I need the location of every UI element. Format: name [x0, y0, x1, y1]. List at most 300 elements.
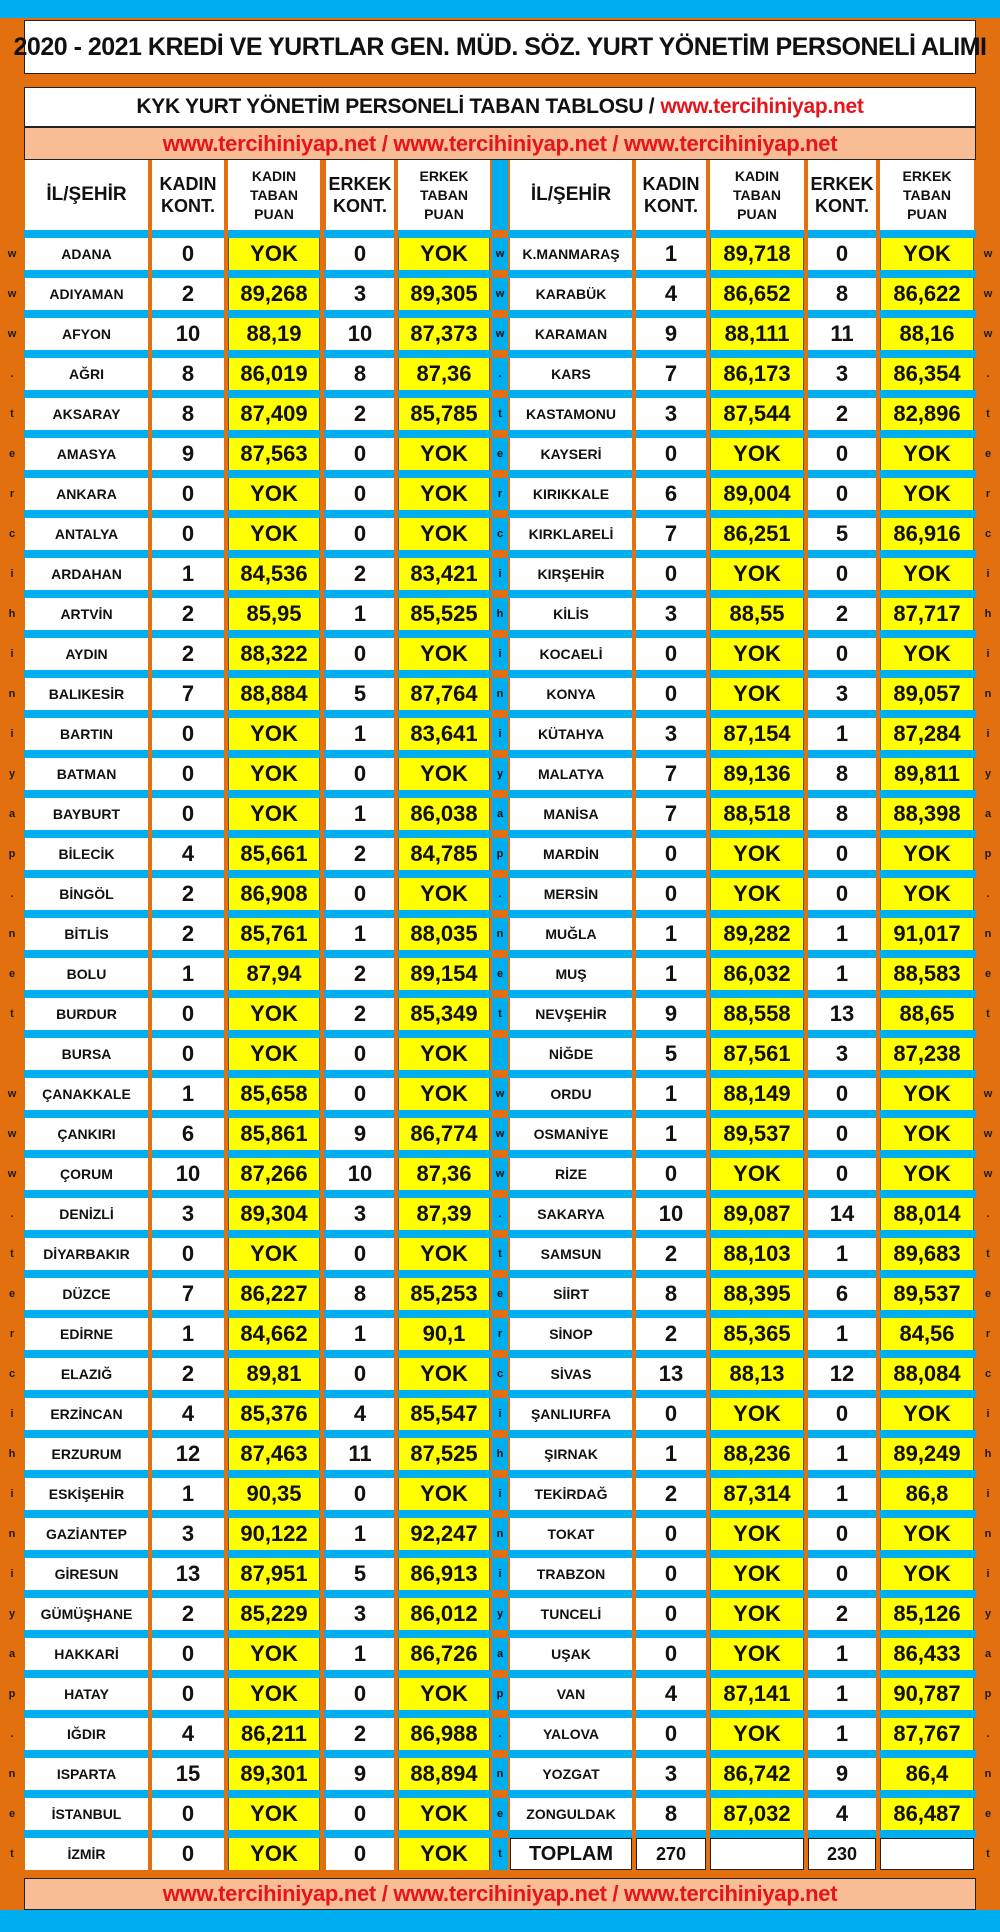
erkek-taban-puan: 90,787 — [880, 1678, 974, 1710]
middle-divider-block — [492, 950, 508, 958]
city-name: DÜZCE — [25, 1278, 148, 1310]
column-divider — [632, 470, 636, 478]
kadin-taban-puan: 86,742 — [710, 1758, 804, 1790]
side-letter-left: w — [7, 248, 17, 260]
erkek-taban-puan: 88,16 — [880, 318, 974, 350]
kadin-taban-puan: 89,136 — [710, 758, 804, 790]
kadin-taban-puan: 88,55 — [710, 598, 804, 630]
header-line: KONT. — [644, 196, 698, 216]
side-letter-left: e — [8, 1808, 16, 1820]
side-letter-left: i — [10, 1568, 14, 1580]
kadin-kontenjan: 0 — [152, 478, 224, 510]
erkek-kontenjan: 0 — [326, 1838, 394, 1870]
kadin-kontenjan: 8 — [152, 398, 224, 430]
kadin-taban-puan: 89,004 — [710, 478, 804, 510]
kadin-taban-puan: 85,658 — [228, 1078, 320, 1110]
column-divider — [876, 1190, 880, 1198]
column-divider — [804, 1630, 808, 1638]
kadin-kontenjan: 2 — [152, 278, 224, 310]
erkek-kontenjan: 0 — [808, 1558, 876, 1590]
column-divider — [876, 1630, 880, 1638]
column-divider — [876, 1750, 880, 1758]
middle-divider-block — [492, 1270, 508, 1278]
column-divider — [706, 1470, 710, 1478]
column-divider — [148, 910, 152, 918]
middle-divider-block — [492, 1550, 508, 1558]
column-divider — [394, 1430, 398, 1438]
column-divider — [706, 1350, 710, 1358]
side-letter-left: t — [10, 1248, 14, 1260]
kadin-taban-puan: 87,154 — [710, 718, 804, 750]
erkek-kontenjan: 1 — [326, 598, 394, 630]
column-divider — [876, 390, 880, 398]
middle-divider-block — [492, 870, 508, 878]
column-divider — [224, 950, 228, 958]
kadin-kontenjan: 3 — [152, 1518, 224, 1550]
side-letter-left: w — [7, 1088, 17, 1100]
erkek-taban-puan: YOK — [880, 878, 974, 910]
city-name: ISPARTA — [25, 1758, 148, 1790]
side-letter-middle: . — [498, 1208, 502, 1220]
column-divider — [224, 1230, 228, 1238]
erkek-kontenjan: 0 — [326, 638, 394, 670]
side-letter-right — [978, 1038, 998, 1070]
side-letter-left: e — [8, 448, 16, 460]
column-divider — [706, 1710, 710, 1718]
column-divider — [224, 990, 228, 998]
kadin-taban-puan: 86,227 — [228, 1278, 320, 1310]
side-letter-right: w — [983, 1128, 993, 1140]
kadin-taban-puan: 85,365 — [710, 1318, 804, 1350]
column-divider — [706, 750, 710, 758]
erkek-kontenjan: 10 — [326, 318, 394, 350]
city-name: ÇANAKKALE — [25, 1078, 148, 1110]
url-banner-bottom[interactable]: www.tercihiniyap.net / www.tercihiniyap.net / www.tercihiniyap.net — [24, 1878, 976, 1910]
city-name: KİLİS — [510, 598, 632, 630]
side-letter-middle: r — [497, 1328, 503, 1340]
side-letter-middle: w — [495, 1088, 505, 1100]
erkek-taban-puan: 84,56 — [880, 1318, 974, 1350]
side-letter-left: r — [9, 1328, 15, 1340]
column-divider — [394, 1550, 398, 1558]
side-letter-right: i — [986, 1408, 990, 1420]
kadin-kontenjan: 15 — [152, 1758, 224, 1790]
column-divider — [320, 830, 324, 838]
column-divider — [632, 990, 636, 998]
kadin-taban-puan: YOK — [228, 1238, 320, 1270]
kadin-taban-puan: 87,032 — [710, 1798, 804, 1830]
side-letter-middle — [492, 1038, 508, 1070]
kadin-kontenjan: 7 — [636, 758, 706, 790]
kadin-kontenjan: 10 — [636, 1198, 706, 1230]
column-divider — [148, 670, 152, 678]
header-line: KADIN — [734, 167, 780, 184]
column-divider — [804, 1590, 808, 1598]
column-divider — [804, 1510, 808, 1518]
column-divider — [224, 1710, 228, 1718]
kadin-taban-puan: 88,395 — [710, 1278, 804, 1310]
column-divider — [148, 230, 152, 238]
column-divider — [804, 630, 808, 638]
erkek-kontenjan: 1 — [326, 1638, 394, 1670]
erkek-kontenjan: 0 — [808, 1158, 876, 1190]
column-divider — [224, 310, 228, 318]
city-name: BATMAN — [25, 758, 148, 790]
side-letter-middle: w — [495, 248, 505, 260]
column-divider — [224, 1150, 228, 1158]
erkek-kontenjan: 0 — [808, 478, 876, 510]
column-divider — [320, 1270, 324, 1278]
column-divider — [804, 470, 808, 478]
city-name: ZONGULDAK — [510, 1798, 632, 1830]
kadin-taban-puan: 86,211 — [228, 1718, 320, 1750]
column-divider — [804, 1190, 808, 1198]
side-letter-middle: r — [497, 488, 503, 500]
column-divider — [320, 1350, 324, 1358]
erkek-kontenjan: 0 — [808, 1078, 876, 1110]
city-name: KIRŞEHİR — [510, 558, 632, 590]
column-divider — [632, 310, 636, 318]
middle-divider-block — [492, 590, 508, 598]
header-city-right: İL/ŞEHİR — [510, 160, 632, 230]
erkek-kontenjan: 0 — [808, 838, 876, 870]
column-divider — [394, 230, 398, 238]
column-divider — [876, 430, 880, 438]
column-divider — [632, 910, 636, 918]
header-line: KONT. — [814, 196, 869, 216]
erkek-taban-puan: YOK — [398, 1038, 490, 1070]
column-divider — [632, 1150, 636, 1158]
kadin-kontenjan: 0 — [152, 1638, 224, 1670]
erkek-taban-puan: 87,373 — [398, 318, 490, 350]
column-divider — [706, 1430, 710, 1438]
erkek-taban-puan: 88,014 — [880, 1198, 974, 1230]
kadin-taban-puan: 88,322 — [228, 638, 320, 670]
column-divider — [224, 1630, 228, 1638]
erkek-kontenjan: 1 — [808, 1318, 876, 1350]
erkek-taban-puan: 87,36 — [398, 1158, 490, 1190]
middle-divider-block — [492, 230, 508, 238]
city-name: KARS — [510, 358, 632, 390]
column-divider — [148, 510, 152, 518]
column-divider — [320, 1430, 324, 1438]
erkek-kontenjan: 8 — [326, 358, 394, 390]
column-divider — [320, 430, 324, 438]
kadin-kontenjan: 0 — [152, 758, 224, 790]
erkek-taban-puan: 89,305 — [398, 278, 490, 310]
side-letter-middle: t — [498, 408, 502, 420]
column-divider — [394, 1310, 398, 1318]
kadin-taban-puan: 88,236 — [710, 1438, 804, 1470]
city-name: AMASYA — [25, 438, 148, 470]
side-letter-middle: i — [498, 568, 502, 580]
column-divider — [320, 1710, 324, 1718]
column-divider — [320, 790, 324, 798]
erkek-taban-puan: YOK — [398, 1798, 490, 1830]
erkek-taban-puan: 88,894 — [398, 1758, 490, 1790]
city-name: MARDİN — [510, 838, 632, 870]
column-divider — [706, 1510, 710, 1518]
column-divider — [706, 1590, 710, 1598]
kadin-kontenjan: 12 — [152, 1438, 224, 1470]
erkek-taban-puan: 86,433 — [880, 1638, 974, 1670]
erkek-taban-puan: YOK — [398, 518, 490, 550]
city-name: YALOVA — [510, 1718, 632, 1750]
kadin-taban-puan: 86,908 — [228, 878, 320, 910]
total-blank — [880, 1838, 974, 1870]
middle-divider-block — [492, 630, 508, 638]
column-divider — [320, 990, 324, 998]
column-divider — [148, 1110, 152, 1118]
erkek-taban-puan: YOK — [398, 1838, 490, 1870]
city-name: TOKAT — [510, 1518, 632, 1550]
total-erkek: 230 — [808, 1838, 876, 1870]
middle-divider-block — [492, 1350, 508, 1358]
column-divider — [148, 830, 152, 838]
kadin-kontenjan: 0 — [152, 1798, 224, 1830]
header-kadin-kont-right — [636, 160, 706, 230]
column-divider — [224, 670, 228, 678]
kadin-taban-puan: YOK — [710, 558, 804, 590]
kadin-kontenjan: 0 — [152, 998, 224, 1030]
column-divider — [148, 1750, 152, 1758]
column-divider — [394, 1590, 398, 1598]
column-divider — [320, 1550, 324, 1558]
column-divider — [148, 1470, 152, 1478]
column-divider — [320, 910, 324, 918]
column-divider — [148, 1390, 152, 1398]
column-divider — [876, 1830, 880, 1838]
column-divider — [320, 160, 324, 1870]
header-line: TABAN — [733, 186, 781, 203]
middle-divider-block — [492, 310, 508, 318]
erkek-kontenjan: 0 — [326, 1358, 394, 1390]
city-name: EDİRNE — [25, 1318, 148, 1350]
kadin-kontenjan: 2 — [152, 1358, 224, 1390]
column-divider — [224, 1830, 228, 1838]
column-divider — [394, 310, 398, 318]
column-divider — [320, 1510, 324, 1518]
column-divider — [706, 310, 710, 318]
kadin-kontenjan: 0 — [636, 558, 706, 590]
erkek-taban-puan: 85,785 — [398, 398, 490, 430]
erkek-kontenjan: 0 — [326, 1478, 394, 1510]
kadin-kontenjan: 1 — [636, 1118, 706, 1150]
kadin-kontenjan: 1 — [636, 1438, 706, 1470]
erkek-taban-puan: YOK — [880, 838, 974, 870]
kadin-taban-puan: 87,314 — [710, 1478, 804, 1510]
column-divider — [804, 1390, 808, 1398]
column-divider — [320, 1390, 324, 1398]
city-name: BAYBURT — [25, 798, 148, 830]
column-divider — [148, 1430, 152, 1438]
column-divider — [148, 1670, 152, 1678]
erkek-taban-puan: 86,622 — [880, 278, 974, 310]
kadin-taban-puan: YOK — [228, 758, 320, 790]
kadin-taban-puan: 90,122 — [228, 1518, 320, 1550]
kadin-taban-puan: 84,536 — [228, 558, 320, 590]
side-letter-middle: i — [498, 1408, 502, 1420]
side-letter-right: y — [984, 1608, 992, 1620]
erkek-taban-puan: YOK — [880, 1158, 974, 1190]
column-divider — [224, 550, 228, 558]
column-divider — [148, 1350, 152, 1358]
middle-divider-block — [492, 1470, 508, 1478]
column-divider — [394, 590, 398, 598]
middle-divider-block — [492, 1750, 508, 1758]
erkek-kontenjan: 3 — [808, 678, 876, 710]
erkek-taban-puan: YOK — [880, 638, 974, 670]
erkek-taban-puan: 86,916 — [880, 518, 974, 550]
kadin-kontenjan: 1 — [636, 958, 706, 990]
erkek-taban-puan: 89,811 — [880, 758, 974, 790]
erkek-taban-puan: 85,349 — [398, 998, 490, 1030]
side-letter-right: c — [984, 1368, 992, 1380]
erkek-taban-puan: 86,8 — [880, 1478, 974, 1510]
city-name: DENİZLİ — [25, 1198, 148, 1230]
kadin-taban-puan: YOK — [710, 1158, 804, 1190]
column-divider — [224, 510, 228, 518]
table-subtitle — [24, 87, 976, 127]
kadin-taban-puan: YOK — [710, 1638, 804, 1670]
side-letter-right: t — [986, 1008, 990, 1020]
subtitle-link[interactable]: www.tercihiniyap.net — [660, 95, 864, 118]
kadin-taban-puan: 86,019 — [228, 358, 320, 390]
column-divider — [320, 1830, 324, 1838]
column-divider — [804, 910, 808, 918]
kadin-kontenjan: 4 — [152, 838, 224, 870]
header-line: TABAN — [420, 186, 468, 203]
erkek-kontenjan: 1 — [326, 1518, 394, 1550]
kadin-taban-puan: 86,251 — [710, 518, 804, 550]
side-letter-right: i — [986, 648, 990, 660]
column-divider — [148, 270, 152, 278]
kadin-taban-puan: 88,111 — [710, 318, 804, 350]
middle-divider-block — [492, 1510, 508, 1518]
kadin-taban-puan: YOK — [710, 1598, 804, 1630]
column-divider — [320, 1230, 324, 1238]
kadin-taban-puan: 86,032 — [710, 958, 804, 990]
column-divider — [394, 990, 398, 998]
city-name: KONYA — [510, 678, 632, 710]
erkek-taban-puan: 87,284 — [880, 718, 974, 750]
column-divider — [876, 950, 880, 958]
kadin-taban-puan: 86,173 — [710, 358, 804, 390]
column-divider — [394, 1510, 398, 1518]
column-divider — [876, 1470, 880, 1478]
side-letter-left: y — [8, 768, 16, 780]
column-divider — [224, 710, 228, 718]
column-divider — [224, 470, 228, 478]
header-line: TABAN — [250, 186, 298, 203]
erkek-kontenjan: 0 — [326, 518, 394, 550]
url-banner-top[interactable]: www.tercihiniyap.net / www.tercihiniyap.net / www.tercihiniyap.net — [24, 127, 976, 160]
header-erkek-kont-left — [326, 160, 394, 230]
side-letter-right: y — [984, 768, 992, 780]
side-letter-right: i — [986, 728, 990, 740]
kadin-kontenjan: 2 — [636, 1318, 706, 1350]
kadin-taban-puan: YOK — [228, 998, 320, 1030]
side-letter-left: i — [10, 568, 14, 580]
column-divider — [706, 1750, 710, 1758]
side-letter-middle: n — [496, 688, 504, 700]
side-letter-middle: c — [496, 528, 504, 540]
kadin-kontenjan: 0 — [636, 678, 706, 710]
column-divider — [394, 830, 398, 838]
middle-divider-block — [492, 1790, 508, 1798]
kadin-taban-puan: YOK — [228, 798, 320, 830]
kadin-kontenjan: 2 — [152, 638, 224, 670]
column-divider — [632, 1350, 636, 1358]
column-divider — [224, 590, 228, 598]
column-divider — [224, 790, 228, 798]
kadin-taban-puan: 88,103 — [710, 1238, 804, 1270]
header-line: KONT. — [332, 196, 387, 216]
column-divider — [148, 310, 152, 318]
column-divider — [876, 1510, 880, 1518]
city-name: ERZURUM — [25, 1438, 148, 1470]
city-name: ŞIRNAK — [510, 1438, 632, 1470]
column-divider — [706, 990, 710, 998]
column-divider — [632, 1310, 636, 1318]
column-divider — [876, 1150, 880, 1158]
column-divider — [804, 1830, 808, 1838]
city-name: TEKİRDAĞ — [510, 1478, 632, 1510]
column-divider — [632, 710, 636, 718]
erkek-kontenjan: 9 — [326, 1758, 394, 1790]
kadin-kontenjan: 8 — [636, 1278, 706, 1310]
erkek-kontenjan: 0 — [808, 1518, 876, 1550]
column-divider — [320, 1590, 324, 1598]
column-divider — [394, 270, 398, 278]
kadin-kontenjan: 3 — [636, 398, 706, 430]
city-name: K.MANMARAŞ — [510, 238, 632, 270]
kadin-taban-puan: 85,661 — [228, 838, 320, 870]
erkek-taban-puan: 89,537 — [880, 1278, 974, 1310]
kadin-taban-puan: YOK — [228, 478, 320, 510]
side-letter-left: p — [8, 1688, 16, 1700]
city-name: MANİSA — [510, 798, 632, 830]
kadin-taban-puan: YOK — [710, 838, 804, 870]
erkek-taban-puan: 86,038 — [398, 798, 490, 830]
column-divider — [394, 1030, 398, 1038]
city-name: BİNGÖL — [25, 878, 148, 910]
column-divider — [394, 1830, 398, 1838]
column-divider — [706, 230, 710, 238]
column-divider — [394, 470, 398, 478]
kadin-kontenjan: 0 — [636, 1718, 706, 1750]
column-divider — [706, 1310, 710, 1318]
column-divider — [632, 870, 636, 878]
side-letter-middle: e — [496, 1288, 504, 1300]
erkek-taban-puan: 87,767 — [880, 1718, 974, 1750]
side-letter-right: r — [985, 488, 991, 500]
erkek-taban-puan: 84,785 — [398, 838, 490, 870]
column-divider — [876, 990, 880, 998]
column-divider — [632, 1470, 636, 1478]
column-divider — [706, 270, 710, 278]
erkek-kontenjan: 11 — [326, 1438, 394, 1470]
column-divider — [224, 870, 228, 878]
column-divider — [148, 1790, 152, 1798]
column-divider — [148, 1150, 152, 1158]
column-divider — [804, 390, 808, 398]
kadin-taban-puan: YOK — [228, 718, 320, 750]
middle-divider-block — [492, 910, 508, 918]
erkek-kontenjan: 1 — [808, 1478, 876, 1510]
kadin-taban-puan: 87,409 — [228, 398, 320, 430]
column-divider — [632, 510, 636, 518]
